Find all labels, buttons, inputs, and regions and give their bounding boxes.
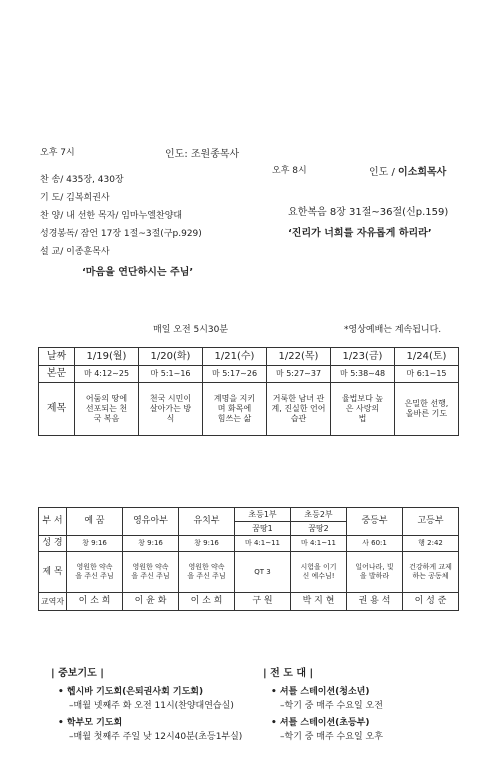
date-cell: 1/21(수) xyxy=(203,348,267,366)
title-cell: 어둠의 땅에 선포되는 천국 복음 xyxy=(75,383,139,436)
row-label: 날짜 xyxy=(39,348,75,366)
prayer-heading: | 중보기도 | xyxy=(51,668,104,679)
passage-cell: 마 5:27~37 xyxy=(267,366,331,383)
service-8pm-time: 오후 8시 xyxy=(272,166,307,176)
evangelism-heading: | 전 도 대 | xyxy=(263,668,314,679)
date-cell: 1/20(화) xyxy=(139,348,203,366)
title-cell: QT 3 xyxy=(235,552,291,593)
title-cell: 영원한 약속을 주신 주님 xyxy=(67,552,123,593)
dept-name: 중등부 xyxy=(347,508,403,536)
dept-name: 초등1부 xyxy=(235,508,291,522)
dawn-time: 매일 오전 5시30분 xyxy=(153,325,229,335)
title-cell: 영원한 약속을 주신 주님 xyxy=(179,552,235,593)
teacher-cell: 이 성 준 xyxy=(403,593,459,611)
table-row xyxy=(39,383,459,436)
prayer-item-detail: –매월 넷째주 화 오전 11시(찬양대연습실) xyxy=(69,701,234,711)
table-row xyxy=(39,348,459,366)
prayer-item-title: • 헵시바 기도회(은퇴권사회 기도회) xyxy=(58,687,204,697)
title-cell: 율법보다 높은 사랑의 법 xyxy=(331,383,395,436)
row-label: 본문 xyxy=(39,366,75,383)
teacher-cell: 이 소 희 xyxy=(179,593,235,611)
evangelism-item-title: • 셔틀 스테이션(청소년) xyxy=(271,687,370,697)
service-7pm-leader: 인도: 조원종목사 xyxy=(165,149,240,160)
sermon-title-8pm: ‘진리가 너희를 자유롭게 하리라’ xyxy=(288,228,432,239)
prayer-item-title: • 학부모 기도회 xyxy=(58,718,123,728)
row-label: 성 경 xyxy=(39,536,67,552)
teacher-cell: 이 윤 화 xyxy=(123,593,179,611)
dept-subname: 꿈땅1 xyxy=(235,522,291,536)
table-row xyxy=(39,552,459,593)
title-cell: 천국 시민이 살아가는 방식 xyxy=(139,383,203,436)
dept-name: 유치부 xyxy=(179,508,235,536)
row-label: 제목 xyxy=(39,383,75,436)
evangelism-item-detail: –학기 중 매주 수요일 오후 xyxy=(280,732,383,742)
row-label: 교역자 xyxy=(39,593,67,611)
dept-name: 초등2부 xyxy=(291,508,347,522)
teacher-cell: 박 지 현 xyxy=(291,593,347,611)
video-note: *영상예배는 계속됩니다. xyxy=(344,325,442,335)
passage-cell: 마 5:17~26 xyxy=(203,366,267,383)
scripture-cell: 창 9:16 xyxy=(123,536,179,552)
date-cell: 1/24(토) xyxy=(395,348,459,366)
date-cell: 1/19(월) xyxy=(75,348,139,366)
title-cell: 시험을 이기신 예수님! xyxy=(291,552,347,593)
prayer-item-detail: –매월 첫째주 주일 낮 12시40분(초등1부실) xyxy=(69,732,243,742)
order-row: 찬 송/ 435장, 430장 xyxy=(40,175,124,185)
title-cell: 일어나라, 빛을 발하라 xyxy=(347,552,403,593)
row-label: 제 목 xyxy=(39,552,67,593)
passage-cell: 마 6:1~15 xyxy=(395,366,459,383)
order-row: 성경봉독/ 잠언 17장 1절~3절(구p.929) xyxy=(40,229,202,239)
dept-name: 고등부 xyxy=(403,508,459,536)
scripture-cell: 사 60:1 xyxy=(347,536,403,552)
title-cell: 거룩한 남녀 관계, 진실한 언어 습관 xyxy=(267,383,331,436)
scripture-cell: 행 2:42 xyxy=(403,536,459,552)
department-table xyxy=(38,507,459,611)
teacher-cell: 이 소 희 xyxy=(67,593,123,611)
sermon-title-7pm: ‘마음을 연단하시는 주님’ xyxy=(82,267,194,278)
scripture-cell: 창 9:16 xyxy=(179,536,235,552)
table-row xyxy=(39,508,459,522)
scripture-cell: 마 4:1~11 xyxy=(291,536,347,552)
dept-name: 예 꿈 xyxy=(67,508,123,536)
date-cell: 1/23(금) xyxy=(331,348,395,366)
teacher-cell: 권 용 석 xyxy=(347,593,403,611)
title-cell: 영원한 약속을 주신 주님 xyxy=(123,552,179,593)
dept-name: 영유아부 xyxy=(123,508,179,536)
date-cell: 1/22(목) xyxy=(267,348,331,366)
scripture-cell: 창 9:16 xyxy=(67,536,123,552)
passage-cell: 마 4:12~25 xyxy=(75,366,139,383)
dept-subname: 꿈땅2 xyxy=(291,522,347,536)
scripture-cell: 마 4:1~11 xyxy=(235,536,291,552)
dawn-schedule-table xyxy=(38,347,459,436)
passage-cell: 마 5:38~48 xyxy=(331,366,395,383)
title-cell: 계명을 지키며 화목에 힘쓰는 삶 xyxy=(203,383,267,436)
service-7pm-time: 오후 7시 xyxy=(40,148,75,158)
table-row xyxy=(39,366,459,383)
order-row: 설 교/ 이종훈목사 xyxy=(40,247,110,257)
table-row xyxy=(39,536,459,552)
title-cell: 은밀한 선행, 올바른 기도 xyxy=(395,383,459,436)
row-label: 부 서 xyxy=(39,508,67,536)
order-row: 기 도/ 김복희권사 xyxy=(40,193,110,203)
title-cell: 건강하게 교제하는 공동체 xyxy=(403,552,459,593)
table-row xyxy=(39,593,459,611)
teacher-cell: 구 원 xyxy=(235,593,291,611)
scripture-8pm: 요한복음 8장 31절~36절(신p.159) xyxy=(288,207,449,218)
service-8pm-leader: 인도 / 이소희목사 xyxy=(369,167,447,178)
evangelism-item-title: • 셔틀 스테이션(초등부) xyxy=(271,718,370,728)
evangelism-item-detail: –학기 중 매주 수요일 오전 xyxy=(280,701,383,711)
passage-cell: 마 5:1~16 xyxy=(139,366,203,383)
order-row: 찬 양/ 내 선한 목자/ 임마누엘찬양대 xyxy=(40,211,183,221)
